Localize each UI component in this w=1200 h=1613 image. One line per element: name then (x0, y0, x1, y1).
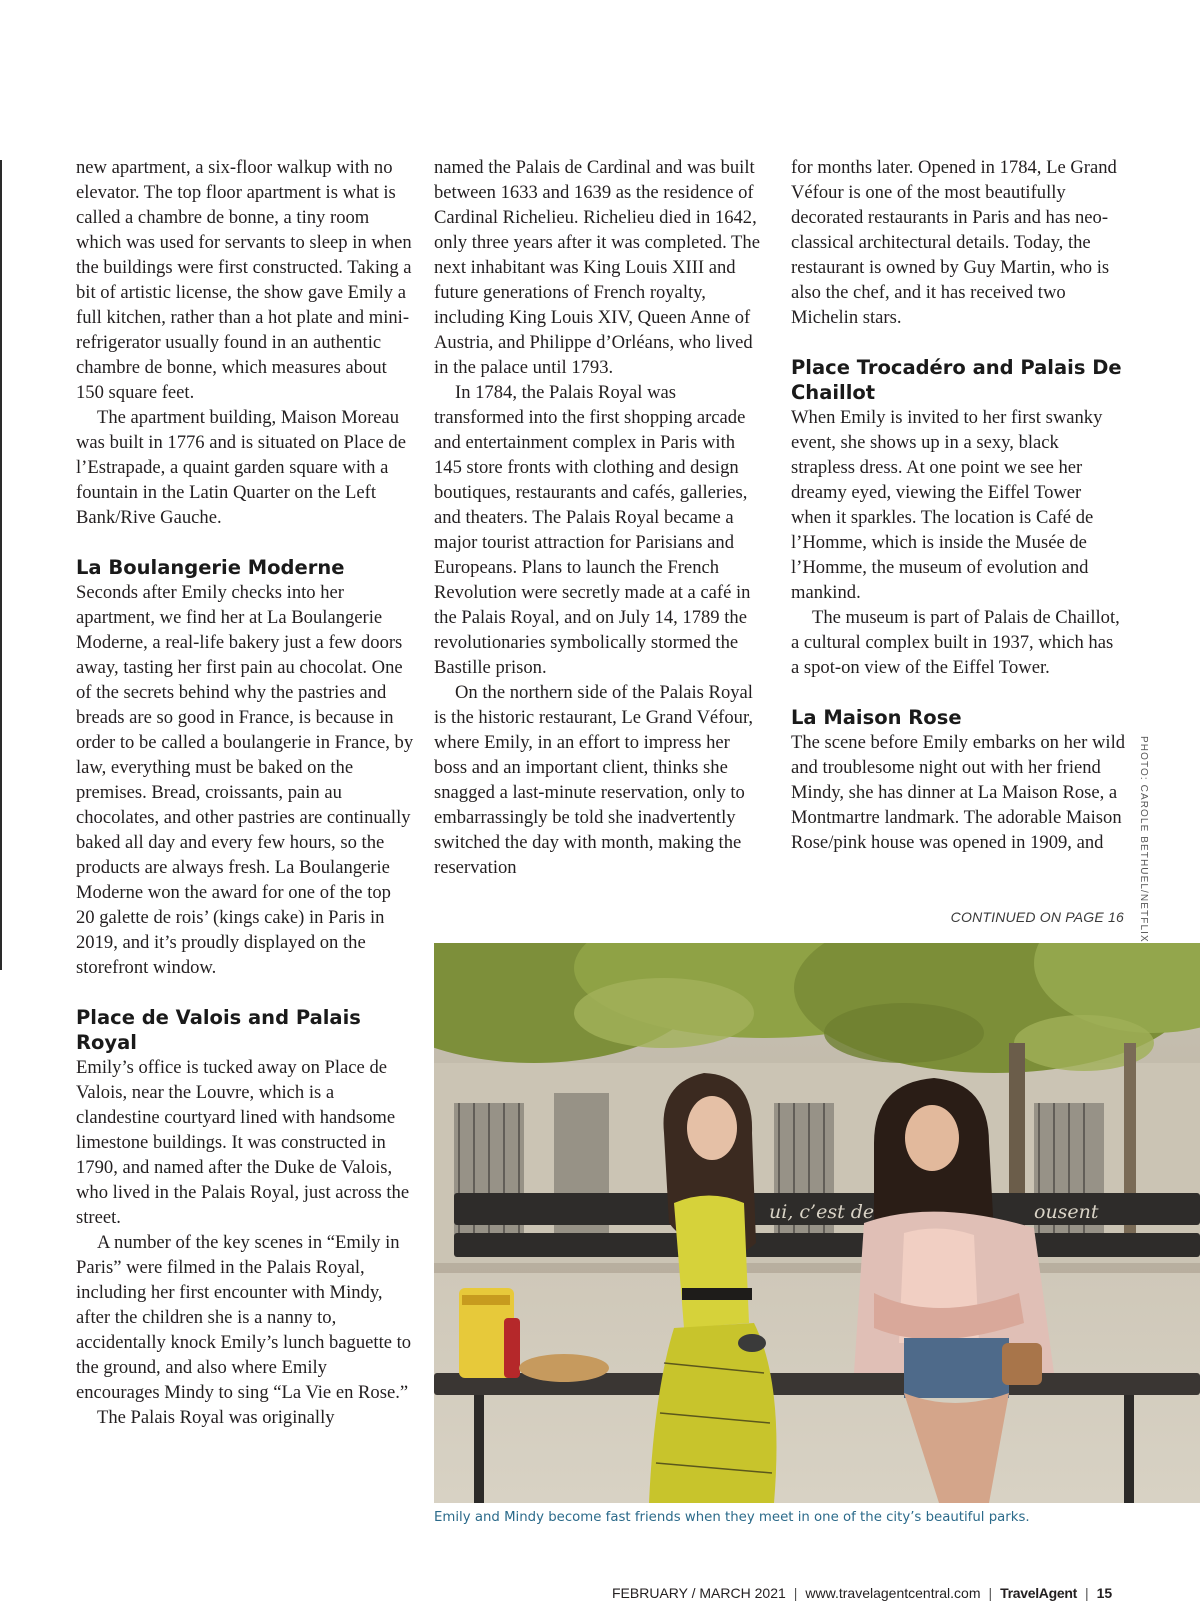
body-paragraph: The Palais Royal was originally (97, 1407, 335, 1428)
footer-divider: | (988, 1585, 993, 1601)
body-paragraph: Emily’s office is tucked away on Place de Valois, near the Louvre, which is a clandestine courtyard lined with handsome limestone buildings. It was constructed in 1790, and named after the Duke de Valois, who lived in the Palais Royal, just across the street. (76, 1057, 410, 1228)
body-paragraph: On the northern side of the Palais Royal is the historic restaurant, Le Grand Véfour, where Emily, in an effort to impress her boss and an important client, thinks she snagged a last-minute reservation, only to embarrassingly be told she inadvertently switched the day with month, making the reservation (434, 682, 754, 878)
page-number: 15 (1096, 1585, 1113, 1601)
footer-divider: | (1084, 1585, 1089, 1601)
section-heading: La Boulangerie Moderne (76, 556, 345, 579)
left-edge-rule (0, 160, 2, 970)
body-paragraph: new apartment, a six-floor walkup with no elevator. The top floor apartment is what is called a chambre de bonne, a tiny room which was used for servants to sleep in when the buildings were first constructed. Taking a bit of artistic license, the show gave Emily a full kitchen, rather than a hot plate and mini-refrigerator usually found in an authentic chambre de bonne, which measures about 150 square feet. (76, 157, 412, 403)
paragraph-spacer (791, 330, 1126, 355)
body-paragraph: The apartment building, Maison Moreau was built in 1776 and is situated on Place de l’Estrapade, a quaint garden square with a fountain in the Latin Quarter on the Left Bank/Rive Gauche. (76, 407, 406, 528)
photo-credit: PHOTO: CAROLE BETHUEL/NETFLIX (1138, 736, 1149, 943)
body-paragraph: Seconds after Emily checks into her apartment, we find her at La Boulangerie Moderne, a real-life bakery just a few doors away, tasting her first pain au chocolat. One of the secrets behind why the pastries and breads are so good in France, is because in order to be called a boulangerie in France, by law, everything must be baked on the premises. Bread, croissants, pain au chocolates, and other pastries are continually baked all day and every few hours, so the products are always fresh. La Boulangerie Moderne won the award for one of the top 20 galette de rois’ (kings cake) in Paris in 2019, and it’s proudly displayed on the storefront window. (76, 582, 414, 978)
park-photo (434, 943, 1200, 1503)
body-paragraph: for months later. Opened in 1784, Le Grand Véfour is one of the most beautifully decorated restaurants in Paris and has neo-classical architectural details. Today, the restaurant is owned by Guy Martin, who is also the chef, and it has received two Michelin stars. (791, 157, 1117, 328)
section-heading: Place de Valois and Palais Royal (76, 1006, 361, 1054)
website-url[interactable]: www.travelagentcentral.com (805, 1585, 981, 1601)
body-paragraph: A number of the key scenes in “Emily in Paris” were filmed in the Palais Royal, including her first encounter with Mindy, after the children she is a nanny to, accidentally knock Emily’s lunch baguette to the ground, and also where Emily encourages Mindy to sing “La Vie en Rose.” (76, 1232, 412, 1403)
paragraph-spacer (76, 980, 414, 1005)
body-paragraph: In 1784, the Palais Royal was transformed into the first shopping arcade and entertainment complex in Paris with 145 store fronts with clothing and design boutiques, restaurants and cafés, galleries, and theaters. The Palais Royal became a major tourist attraction for Parisians and Europeans. Plans to launch the French Revolution were secretly made at a café in the Palais Royal, and on July 14, 1789 the revolutionaries symbolically stormed the Bastille prison. (434, 382, 751, 678)
text-column-1 (76, 155, 414, 1430)
body-paragraph: The museum is part of Palais de Chaillot, a cultural complex built in 1937, which has a spot-on view of the Eiffel Tower. (791, 607, 1120, 678)
magazine-brand: TravelAgent (1000, 1585, 1077, 1601)
bench-engraving-left: ui, c’est de (769, 1201, 875, 1223)
text-column-3 (791, 155, 1126, 855)
paragraph-spacer (791, 680, 1126, 705)
paragraph-spacer (76, 530, 414, 555)
continued-notice: CONTINUED ON PAGE 16 (950, 909, 1124, 925)
issue-date: FEBRUARY / MARCH 2021 (612, 1585, 786, 1601)
body-paragraph: The scene before Emily embarks on her wild and troublesome night out with her friend Mindy, she has dinner at La Maison Rose, a Montmartre landmark. The adorable Maison Rose/pink house was opened in 1909, and (791, 732, 1126, 853)
section-heading: Place Trocadéro and Palais De Chaillot (791, 356, 1122, 404)
bench-engraving-right: ousent (1034, 1201, 1099, 1223)
body-paragraph: When Emily is invited to her first swanky event, she shows up in a sexy, black strapless dress. At one point we see her dreamy eyed, viewing the Eiffel Tower when it sparkles. The location is Café de l’Homme, which is inside the Musée de l’Homme, the museum of evolution and mankind. (791, 407, 1103, 603)
footer-divider: | (793, 1585, 798, 1601)
page-footer (612, 1585, 1112, 1601)
body-paragraph: named the Palais de Cardinal and was built between 1633 and 1639 as the residence of Cardinal Richelieu. Richelieu died in 1642, only three years after it was completed. The next inhabitant was King Louis XIII and future generations of French royalty, including King Louis XIV, Queen Anne of Austria, and Philippe d’Orléans, who lived in the palace until 1793. (434, 157, 760, 378)
photo-caption: Emily and Mindy become fast friends when they meet in one of the city’s beautiful parks. (434, 1510, 1030, 1525)
text-column-2 (434, 155, 764, 880)
section-heading: La Maison Rose (791, 706, 962, 729)
